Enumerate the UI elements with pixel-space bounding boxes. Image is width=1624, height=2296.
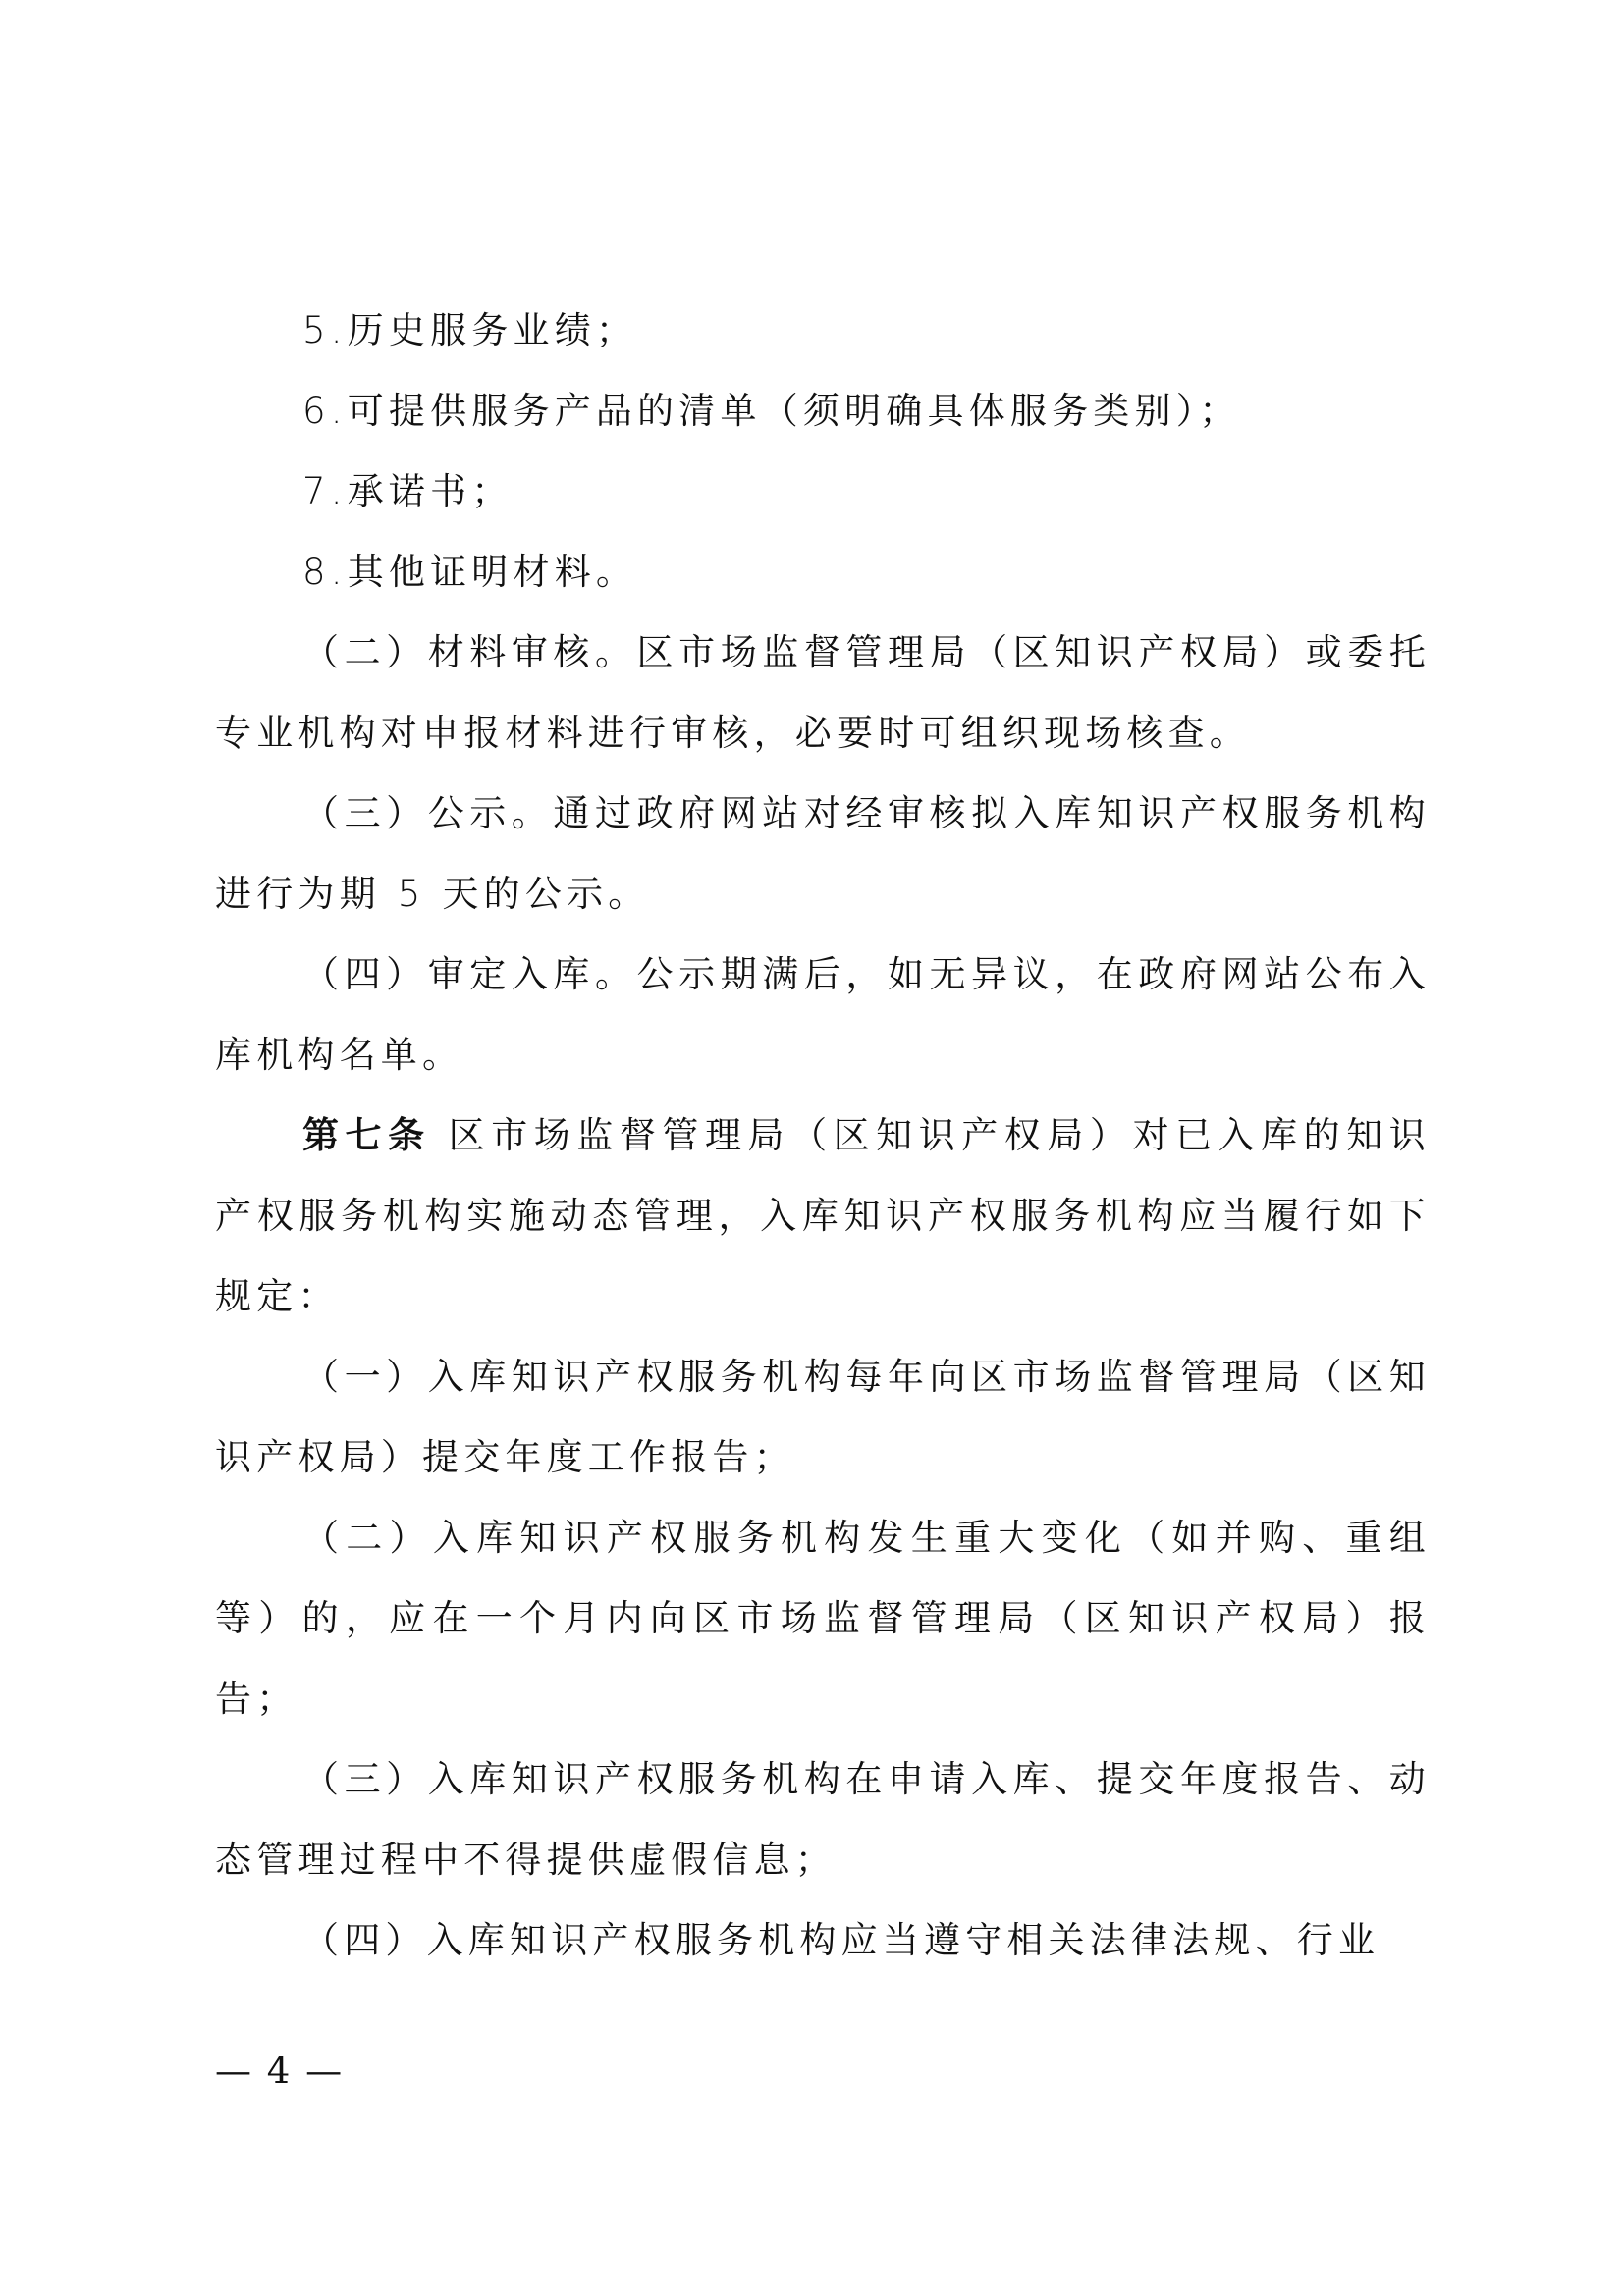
paragraph-12-text: （四）入库知识产权服务机构应当遵守相关法律法规、行业 [302,1919,1380,1961]
paragraph-7-text: （四）审定入库。公示期满后，如无异议，在政府网站公布入库机构名单。 [215,953,1431,1076]
paragraph-3-text: 7.承诺书； [302,470,514,512]
paragraph-5-text: （二）材料审核。区市场监督管理局（区知识产权局）或委托专业机构对申报材料进行审核，必要时可组织现场核查。 [215,631,1431,754]
paragraph-9-text: （一）入库知识产权服务机构每年向区市场监督管理局（区知识产权局）提交年度工作报告； [215,1356,1431,1478]
paragraph-6 [215,774,1431,934]
document-body [215,291,1431,1981]
paragraph-1-text: 5.历史服务业绩； [302,309,638,351]
article-heading: 第七条 [302,1114,431,1156]
paragraph-6-text: （三）公示。通过政府网站对经审核拟入库知识产权服务机构进行为期 5 天的公示。 [215,792,1431,915]
paragraph-2 [215,371,1431,452]
paragraph-3 [215,452,1431,532]
paragraph-12 [215,1900,1431,1981]
paragraph-5 [215,613,1431,774]
paragraph-11 [215,1739,1431,1900]
paragraph-1 [215,291,1431,371]
paragraph-10 [215,1498,1431,1739]
paragraph-10-text: （二）入库知识产权服务机构发生重大变化（如并购、重组等）的，应在一个月内向区市场监督管理局（区知识产权局）报告； [215,1517,1431,1720]
paragraph-4-text: 8.其他证明材料。 [302,551,638,593]
paragraph-9 [215,1337,1431,1498]
paragraph-7 [215,934,1431,1095]
paragraph-2-text: 6.可提供服务产品的清单（须明确具体服务类别）； [302,390,1241,432]
article-7-text: 区市场监督管理局（区知识产权局）对已入库的知识产权服务机构实施动态管理，入库知识产权服务机构应当履行如下规定： [215,1114,1431,1317]
page-number: — 4 — [215,2050,345,2092]
paragraph-11-text: （三）入库知识产权服务机构在申请入库、提交年度报告、动态管理过程中不得提供虚假信息； [215,1758,1431,1881]
paragraph-4 [215,532,1431,613]
article-7-paragraph [215,1095,1431,1337]
